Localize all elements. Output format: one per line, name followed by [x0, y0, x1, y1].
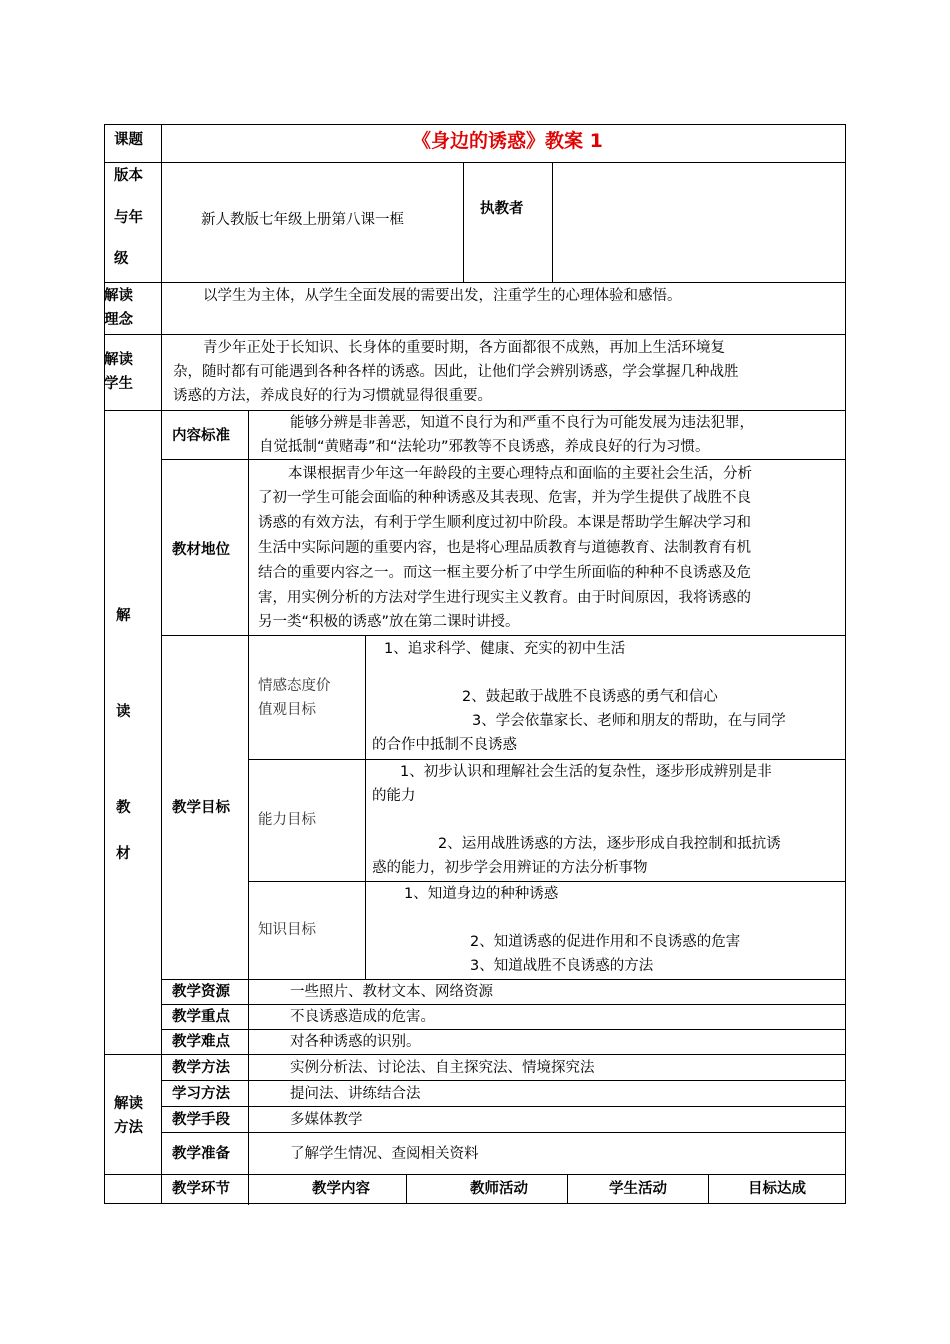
- method-row-value: 了解学生情况、查阅相关资料: [290, 1146, 479, 1162]
- position-line: 本课根据青少年这一年龄段的主要心理特点和面临的主要社会生活，分析: [288, 466, 752, 482]
- teacher-label: 执教者: [480, 201, 524, 217]
- table-rule: [161, 979, 846, 980]
- concept-label: 解读: [104, 288, 133, 304]
- table-rule: [365, 635, 366, 980]
- position-line: 另一类“积极的诱惑”放在第二课时讲授。: [258, 614, 520, 630]
- method-row-value: 多媒体教学: [290, 1112, 363, 1128]
- process-header-cell: 教学环节: [172, 1181, 230, 1197]
- table-rule: [248, 410, 249, 1205]
- material-side-label: 解: [116, 608, 131, 624]
- knowledge-goal-item: 1、知道身边的种种诱惑: [404, 886, 559, 902]
- goals-label: 教学目标: [172, 800, 230, 816]
- process-header-cell: 目标达成: [748, 1181, 806, 1197]
- content-standard-label: 内容标准: [172, 428, 230, 444]
- table-rule: [104, 162, 846, 163]
- knowledge-goal-label: 知识目标: [258, 922, 316, 938]
- method-row-label: 教学手段: [172, 1112, 230, 1128]
- table-rule: [161, 124, 162, 1204]
- edition-value: 新人教版七年级上册第八课一框: [201, 212, 404, 228]
- resources-label: 教学资源: [172, 984, 230, 1000]
- content-standard-line: 自觉抵制“黄赌毒”和“法轮功”邪教等不良诱惑，养成良好的行为习惯。: [259, 439, 710, 455]
- table-rule: [161, 459, 846, 460]
- emotion-goal-item: 3、学会依靠家长、老师和朋友的帮助，在与同学: [472, 713, 786, 729]
- method-row-value: 提问法、讲练结合法: [290, 1086, 421, 1102]
- knowledge-goal-item: 3、知道战胜不良诱惑的方法: [470, 958, 654, 974]
- difficulty-value: 对各种诱惑的识别。: [290, 1034, 421, 1050]
- ability-goal-label: 能力目标: [258, 812, 316, 828]
- resources-value: 一些照片、教材文本、网络资源: [290, 984, 493, 1000]
- difficulty-label: 教学难点: [172, 1034, 230, 1050]
- emotion-goal-item: 2、鼓起敢于战胜不良诱惑的勇气和信心: [462, 689, 718, 705]
- methods-side-label: 方法: [114, 1120, 143, 1136]
- ability-goal-item: 1、初步认识和理解社会生活的复杂性，逐步形成辨别是非: [400, 764, 772, 780]
- method-row-label: 教学准备: [172, 1146, 230, 1162]
- position-line: 害，用实例分析的方法对学生进行现实主义教育。由于时间原因，我将诱惑的: [258, 590, 751, 606]
- table-rule: [104, 1174, 846, 1175]
- edition-label: 级: [114, 251, 129, 267]
- material-side-label: 教: [116, 800, 131, 816]
- students-label: 学生: [104, 376, 133, 392]
- position-line: 了初一学生可能会面临的种种诱惑及其表现、危害，并为学生提供了战胜不良: [258, 490, 751, 506]
- emotion-goal-item: 的合作中抵制不良诱惑: [372, 737, 517, 753]
- table-rule: [104, 334, 846, 335]
- students-text-line: 青少年正处于长知识、长身体的重要时期，各方面都很不成熟，再加上生活环境复: [203, 340, 725, 356]
- emotion-goal-label: 情感态度价: [258, 678, 331, 694]
- process-header-cell: 教师活动: [470, 1181, 528, 1197]
- knowledge-goal-item: 2、知道诱惑的促进作用和不良诱惑的危害: [470, 934, 741, 950]
- table-rule: [463, 162, 464, 283]
- table-rule: [104, 1203, 846, 1204]
- process-header-cell: 学生活动: [609, 1181, 667, 1197]
- edition-label: 版本: [114, 168, 143, 184]
- emotion-goal-label: 值观目标: [258, 702, 316, 718]
- material-side-label: 材: [116, 846, 131, 862]
- table-rule: [161, 635, 846, 636]
- students-label: 解读: [104, 352, 133, 368]
- page-title: 《身边的诱惑》教案 1: [412, 130, 603, 152]
- content-standard-line: 能够分辨是非善恶，知道不良行为和严重不良行为可能发展为违法犯罪，: [290, 415, 754, 431]
- material-side-label: 读: [116, 704, 131, 720]
- table-rule: [161, 1029, 846, 1030]
- position-line: 生活中实际问题的重要内容，也是将心理品质教育与道德教育、法制教育有机: [258, 540, 751, 556]
- method-row-label: 学习方法: [172, 1086, 230, 1102]
- table-rule: [406, 1174, 407, 1204]
- students-text-line: 诱惑的方法，养成良好的行为习惯就显得很重要。: [173, 388, 492, 404]
- table-rule: [845, 124, 846, 1204]
- position-line: 结合的重要内容之一。而这一框主要分析了中学生所面临的种种不良诱惑及危: [258, 565, 751, 581]
- process-header-cell: 教学内容: [312, 1181, 370, 1197]
- students-text-line: 杂，随时都有可能遇到各种各样的诱惑。因此，让他们学会辨别诱惑，学会掌握几种战胜: [173, 364, 739, 380]
- edition-label: 与年: [114, 210, 143, 226]
- table-rule: [708, 1174, 709, 1204]
- table-rule: [552, 162, 553, 283]
- table-rule: [104, 282, 846, 283]
- method-row-label: 教学方法: [172, 1060, 230, 1076]
- position-line: 诱惑的有效方法，有利于学生顺利度过初中阶段。本课是帮助学生解决学习和: [258, 515, 751, 531]
- ability-goal-item: 的能力: [372, 788, 416, 804]
- table-rule: [567, 1174, 568, 1204]
- concept-text: 以学生为主体，从学生全面发展的需要出发，注重学生的心理体验和感悟。: [203, 288, 682, 304]
- ability-goal-item: 2、运用战胜诱惑的方法，逐步形成自我控制和抵抗诱: [438, 836, 781, 852]
- table-rule: [161, 1106, 846, 1107]
- table-rule: [161, 1132, 846, 1133]
- emotion-goal-item: 1、追求科学、健康、充实的初中生活: [384, 641, 626, 657]
- title-label: 课题: [114, 132, 143, 148]
- table-rule: [104, 1054, 846, 1055]
- table-rule: [161, 1004, 846, 1005]
- table-rule: [161, 1080, 846, 1081]
- ability-goal-item: 惑的能力，初步学会用辨证的方法分析事物: [372, 860, 648, 876]
- concept-label: 理念: [104, 312, 133, 328]
- table-rule: [104, 124, 846, 125]
- key-point-label: 教学重点: [172, 1009, 230, 1025]
- position-label: 教材地位: [172, 542, 230, 558]
- methods-side-label: 解读: [114, 1096, 143, 1112]
- key-point-value: 不良诱惑造成的危害。: [290, 1009, 435, 1025]
- method-row-value: 实例分析法、讨论法、自主探究法、情境探究法: [290, 1060, 595, 1076]
